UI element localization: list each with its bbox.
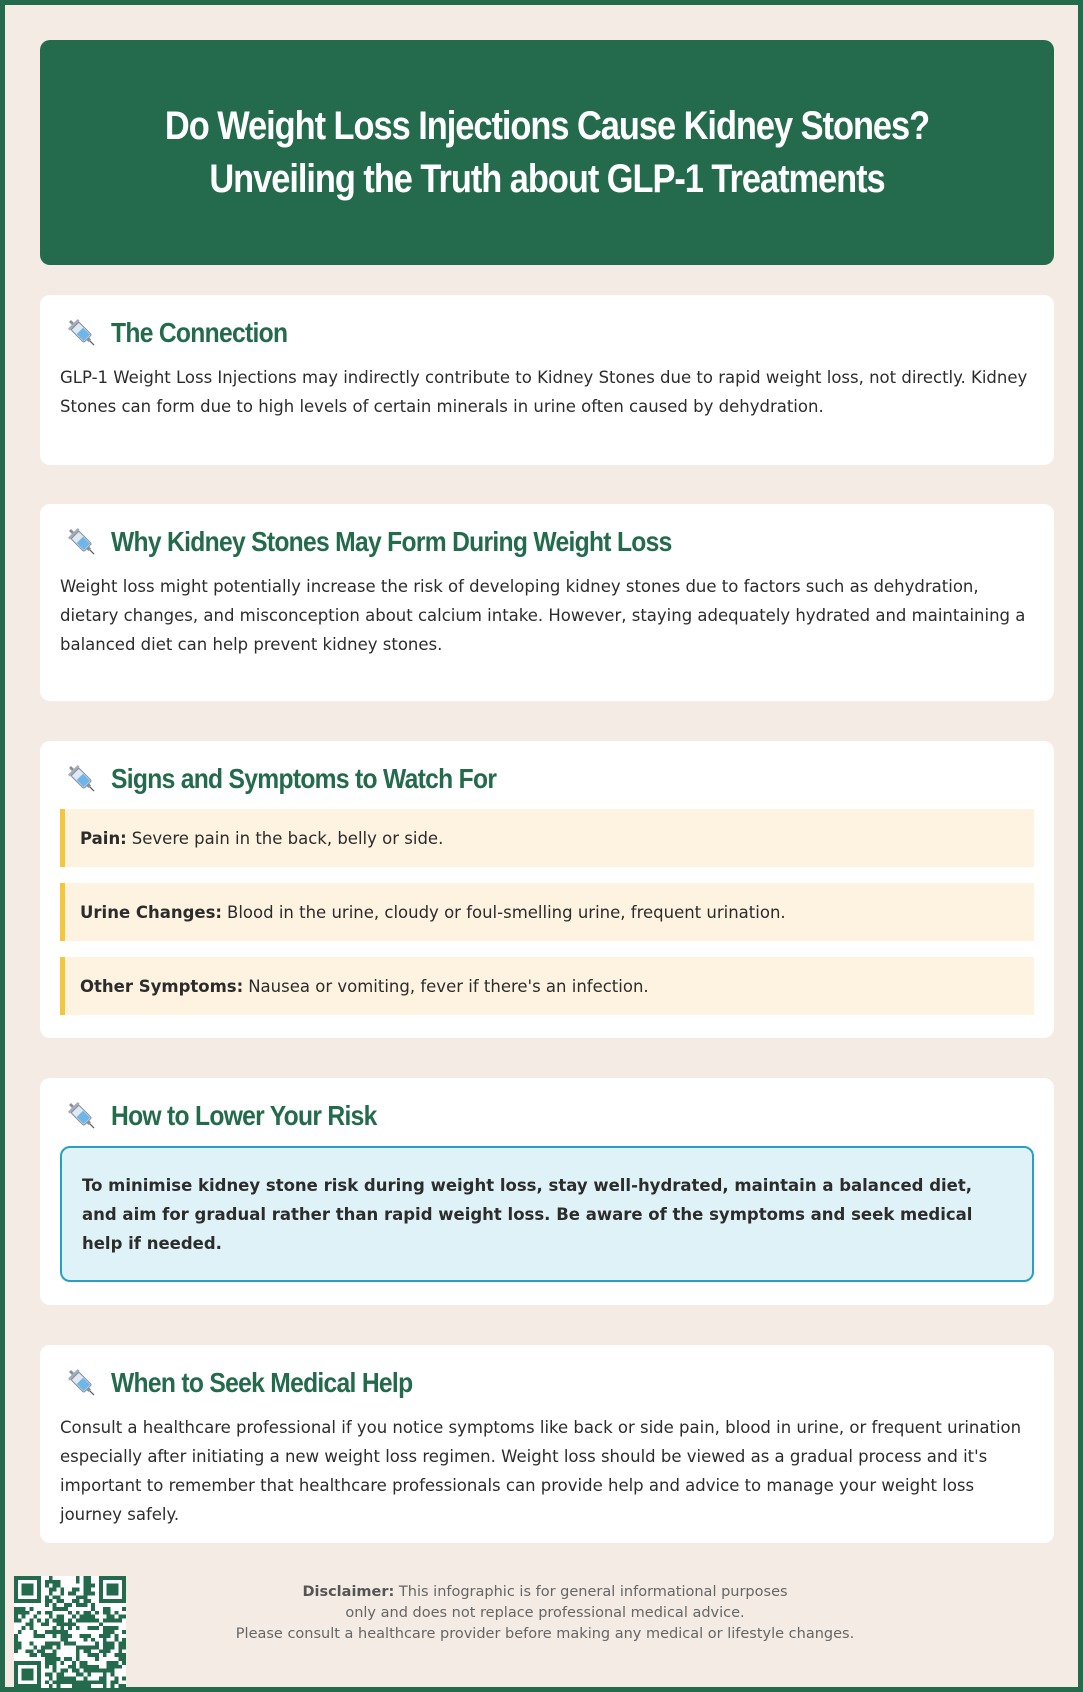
section-title: Signs and Symptoms to Watch For (111, 763, 497, 794)
disclaimer-line-3: Please consult a healthcare provider before making any medical or lifestyle changes. (235, 1626, 855, 1642)
section-title: When to Seek Medical Help (111, 1367, 413, 1398)
page-title: Do Weight Loss Injections Cause Kidney Stones? Unveiling the Truth about GLP-1 Treatments (164, 103, 930, 201)
section-title: The Connection (111, 317, 288, 348)
section-why (40, 504, 1054, 701)
section-help (40, 1345, 1054, 1543)
symptom-item-urine (60, 883, 1034, 941)
risk-tip-box (60, 1146, 1034, 1282)
symptom-text: Nausea or vomiting, fever if there's an infection. (248, 976, 649, 996)
risk-tip-text: To minimise kidney stone risk during weight loss, stay well-hydrated, maintain a balanced diet, and aim for gradual rather than rapid weight loss. Be aware of the symptoms and seek medical help if needed. (82, 1175, 973, 1253)
symptom-item-other (60, 957, 1034, 1015)
header-banner (40, 40, 1054, 265)
disclaimer-line-2: only and does not replace professional medical advice. (345, 1605, 745, 1621)
symptom-label: Pain: (80, 828, 127, 848)
section-connection (40, 295, 1054, 465)
section-symptoms (40, 741, 1054, 1038)
symptom-text: Blood in the urine, cloudy or foul-smelling urine, frequent urination. (227, 902, 786, 922)
qr-code[interactable] (14, 1576, 126, 1688)
symptom-item-pain (60, 809, 1034, 867)
section-title: Why Kidney Stones May Form During Weight Loss (111, 526, 672, 557)
disclaimer-label: Disclaimer: (302, 1584, 395, 1600)
syringe-icon (64, 524, 100, 560)
syringe-icon (64, 315, 100, 351)
section-title: How to Lower Your Risk (111, 1100, 377, 1131)
syringe-icon (64, 1365, 100, 1401)
disclaimer (205, 1582, 885, 1645)
symptom-label: Urine Changes: (80, 902, 223, 922)
syringe-icon (64, 1098, 100, 1134)
disclaimer-line-1: This infographic is for general informational purposes (398, 1584, 788, 1600)
section-text: GLP-1 Weight Loss Injections may indirectly contribute to Kidney Stones due to rapid weight loss, not directly. Kidney Stones can form due to high levels of certain minerals in urine often caused by dehydration. (60, 368, 1028, 416)
section-text: Weight loss might potentially increase the risk of developing kidney stones due to factors such as dehydration, dietary changes, and misconception about calcium intake. However, staying adequately hydrated and maintaining a balanced diet can help prevent kidney stones. (60, 577, 1026, 654)
syringe-icon (64, 761, 100, 797)
symptom-text: Severe pain in the back, belly or side. (131, 828, 444, 848)
section-text: Consult a healthcare professional if you notice symptoms like back or side pain, blood in urine, or frequent urination especially after initiating a new weight loss regimen. Weight loss should be viewed as a gradual process and it's important to remember that healthcare professionals can provide help and advice to manage your weight loss journey safely. (60, 1418, 1022, 1524)
section-risk (40, 1078, 1054, 1305)
symptom-label: Other Symptoms: (80, 976, 244, 996)
